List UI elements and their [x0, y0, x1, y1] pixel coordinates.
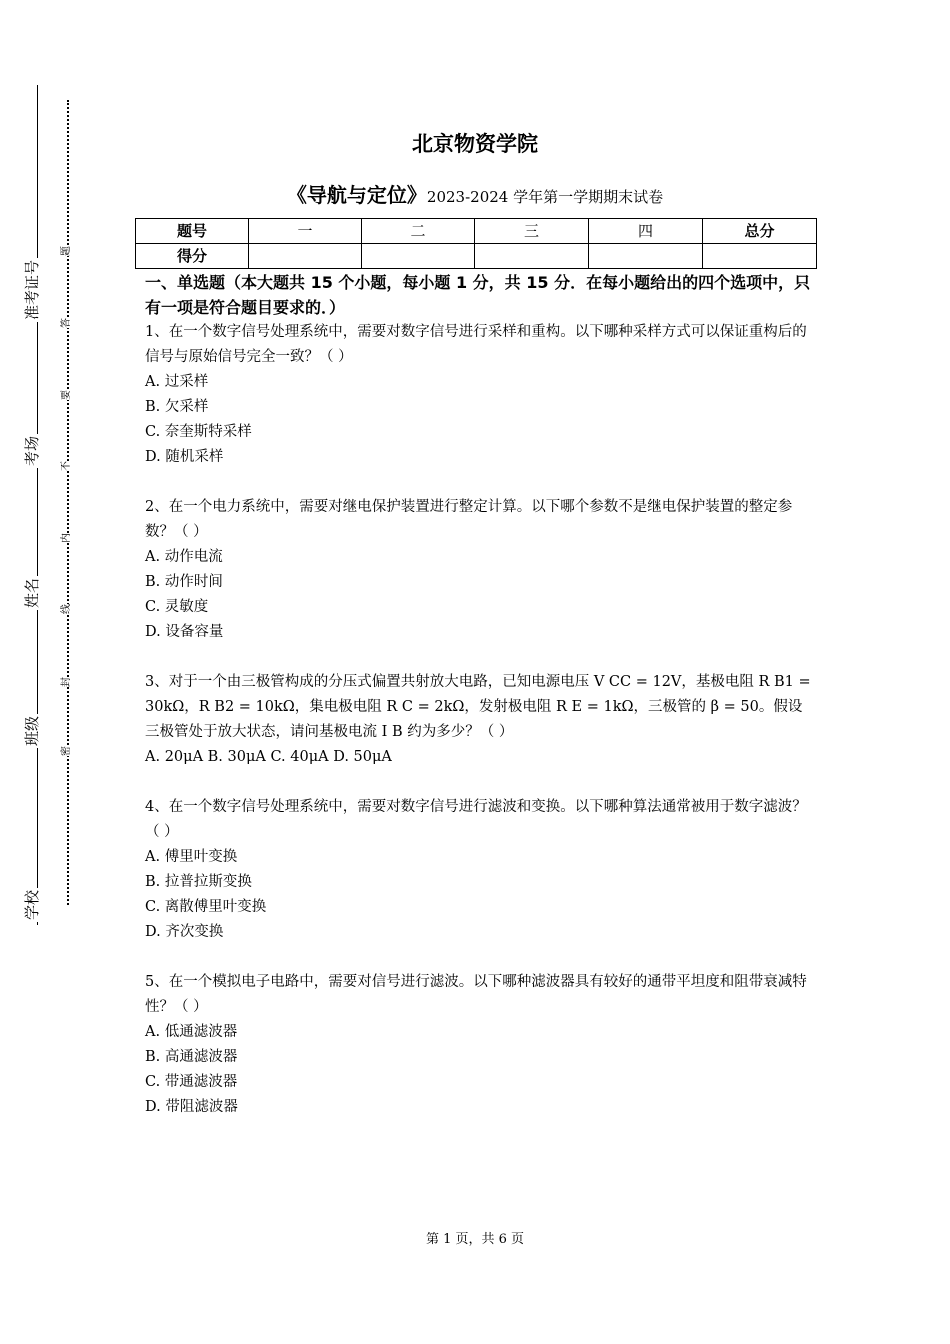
section-title: 一、单选题（本大题共 15 个小题，每小题 1 分，共 15 分．在每小题给出的四个选项中，只有一项是符合题目要求的．） [145, 273, 811, 317]
question-stem: 2、在一个电力系统中，需要对继电保护装置进行整定计算。以下哪个参数不是继电保护装置的整定参数？（ ） [145, 499, 793, 540]
option: C. 灵敏度 [145, 599, 209, 615]
option: C. 带通滤波器 [145, 1074, 238, 1090]
page-footer: 第 1 页，共 6 页 [425, 1232, 525, 1247]
score-value-row [136, 244, 817, 269]
exam-term: 2023-2024 学年第一学期期末试卷 [426, 188, 664, 206]
score-header-cell: 四 [589, 219, 703, 244]
score-input-cell[interactable] [703, 244, 817, 269]
option: A. 傅里叶变换 [145, 849, 238, 865]
score-label-cell: 得分 [136, 244, 249, 269]
score-input-cell[interactable] [475, 244, 589, 269]
question-4 [145, 795, 815, 945]
option: B. 高通滤波器 [145, 1049, 238, 1065]
option: A. 低通滤波器 [145, 1024, 238, 1040]
option: A. 动作电流 [145, 549, 223, 565]
question-stem: 3、对于一个由三极管构成的分压式偏置共射放大电路，已知电源电压 V CC = 12V，基极电阻 R B1 = 30kΩ，R B2 = 10kΩ，集电极电阻 R C = 2kΩ，发射极电阻 R E = 1kΩ，三极管的 β = 50。假设三极管处于放大状态，请问基极电流 I B 约为多少？（ ） [145, 674, 811, 740]
option: C. 奈奎斯特采样 [145, 424, 252, 440]
question-1 [145, 320, 815, 470]
school-title: 北京物资学院 [412, 132, 538, 156]
question-3 [145, 670, 815, 770]
option: D. 带阻滤波器 [145, 1099, 238, 1115]
score-header-row [136, 219, 817, 244]
score-header-cell: 三 [475, 219, 589, 244]
option: C. 离散傅里叶变换 [145, 899, 267, 915]
score-table [135, 218, 817, 269]
exam-subtitle [0, 180, 950, 212]
score-header-cell: 二 [362, 219, 475, 244]
exam-content [145, 270, 815, 1145]
score-input-cell[interactable] [362, 244, 475, 269]
question-stem: 4、在一个数字信号处理系统中，需要对数字信号进行滤波和变换。以下哪种算法通常被用于数字滤波？（ ） [145, 799, 807, 840]
seal-dotted-line [67, 100, 69, 905]
option: B. 拉普拉斯变换 [145, 874, 252, 890]
question-2 [145, 495, 815, 645]
question-5 [145, 970, 815, 1120]
option: B. 动作时间 [145, 574, 223, 590]
score-input-cell[interactable] [249, 244, 362, 269]
score-header-cell: 一 [249, 219, 362, 244]
course-name: 《导航与定位》 [286, 183, 427, 207]
option: D. 齐次变换 [145, 924, 224, 940]
score-input-cell[interactable] [589, 244, 703, 269]
option: A. 20μA B. 30μA C. 40μA D. 50μA [145, 749, 392, 765]
score-header-cell: 题号 [136, 219, 249, 244]
option: D. 设备容量 [145, 624, 224, 640]
question-stem: 1、在一个数字信号处理系统中，需要对数字信号进行采样和重构。以下哪种采样方式可以保证重构后的信号与原始信号完全一致？（ ） [145, 324, 807, 365]
option: B. 欠采样 [145, 399, 209, 415]
option: A. 过采样 [145, 374, 209, 390]
question-stem: 5、在一个模拟电子电路中，需要对信号进行滤波。以下哪种滤波器具有较好的通带平坦度和阻带衰减特性？（ ） [145, 974, 807, 1015]
score-header-cell: 总分 [703, 219, 817, 244]
option: D. 随机采样 [145, 449, 224, 465]
